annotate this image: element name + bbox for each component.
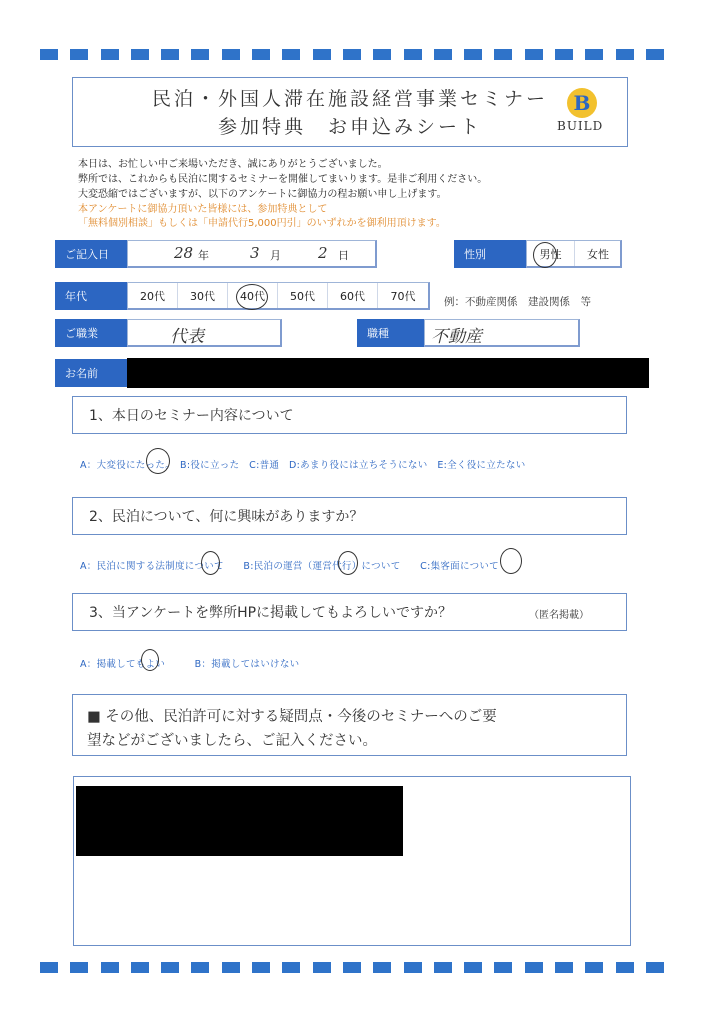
date-field[interactable] [127, 240, 377, 268]
date-day-unit: 日 [338, 249, 349, 262]
date-month-unit: 月 [270, 249, 281, 262]
build-logo-text: BUILD [557, 119, 604, 133]
other-question-line-2: 望などがございましたら、ご記入ください。 [87, 733, 377, 749]
job-label: ご職業 [55, 319, 127, 347]
comment-redaction [76, 786, 403, 856]
age-option-30[interactable]: 30代 [178, 283, 228, 308]
age-40-selected-mark [236, 284, 268, 310]
name-label: お名前 [55, 359, 127, 387]
date-year-unit: 年 [198, 249, 209, 262]
q3-note: （匿名掲載） [529, 610, 589, 621]
q2-answer-mark-a [201, 551, 220, 575]
gender-label: 性別 [454, 240, 526, 268]
q2-text: 2、民泊について、何に興味がありますか？ [89, 509, 364, 525]
intro-line-5: 「無料個別相談」もしくは「申請代行5,000円引」のいずれかを御利用頂けます。 [78, 218, 446, 229]
intro-line-1: 本日は、お忙しい中ご来場いただき、誠にありがとうございました。 [78, 159, 388, 170]
gender-field [526, 240, 622, 268]
q2-options: A：民泊に関する法制度について B:民泊の運営（運営代行）について C:集客面について [80, 561, 499, 572]
industry-field[interactable] [424, 319, 580, 347]
build-logo-icon: B [567, 88, 597, 118]
age-label: 年代 [55, 282, 127, 310]
gender-female-option[interactable]: 女性 [587, 247, 609, 261]
q3-answer-mark [141, 649, 159, 671]
industry-label: 職種 [357, 319, 424, 347]
age-option-60[interactable]: 60代 [328, 283, 378, 308]
title-line-2: 参加特典 お申込みシート [217, 116, 482, 138]
age-option-50[interactable]: 50代 [278, 283, 328, 308]
q3-text: 3、当アンケートを弊所HPに掲載してもよろしいですか？ [89, 605, 453, 621]
q1-text: 1、本日のセミナー内容について [89, 408, 294, 424]
date-label: ご記入日 [55, 240, 127, 268]
gender-male-selected-mark [533, 242, 557, 268]
q1-answer-mark [146, 448, 170, 474]
q1-box [72, 396, 627, 434]
header-box [72, 77, 628, 147]
other-question-box [72, 694, 627, 756]
gender-male-option[interactable]: 男性 [527, 241, 575, 266]
title-line-1: 民泊・外国人滞在施設経営事業セミナー [151, 88, 548, 110]
age-option-40[interactable]: 40代 [228, 283, 278, 308]
job-value: 代表 [170, 327, 204, 347]
q2-answer-mark-c [500, 548, 522, 574]
top-dash-border [40, 49, 664, 61]
job-field[interactable] [127, 319, 282, 347]
intro-line-4: 本アンケートに御協力頂いた皆様には、参加特典として [78, 204, 328, 215]
date-day-value: 2 [318, 244, 328, 262]
bottom-dash-border [40, 962, 664, 974]
intro-line-3: 大変恐縮ではございますが、以下のアンケートに御協力の程お願い申し上げます。 [78, 189, 447, 200]
date-month-value: 3 [250, 244, 260, 262]
q1-options: A：大変役にたった。 B:役に立った C:普通 D:あまり役には立ちそうにない E:全く役に立たない [80, 460, 526, 471]
date-year-value: 28 [174, 244, 194, 262]
industry-value: 不動産 [431, 327, 482, 347]
industry-example: 例：不動産関係 建設関係 等 [444, 296, 591, 308]
name-redaction [127, 358, 649, 388]
q3-options: A：掲載してもよい B：掲載してはいけない [80, 659, 300, 670]
q2-box [72, 497, 627, 535]
age-option-70[interactable]: 70代 [390, 289, 416, 303]
intro-line-2: 弊所では、これからも民泊に関するセミナーを開催してまいります。是非ご利用ください。 [78, 174, 488, 185]
age-option-20[interactable]: 20代 [128, 283, 178, 308]
age-field [127, 282, 430, 310]
other-question-line-1: ■ その他、民泊許可に対する疑問点・今後のセミナーへのご要 [87, 709, 497, 725]
q3-box [72, 593, 627, 631]
q2-answer-mark-b [338, 551, 358, 575]
